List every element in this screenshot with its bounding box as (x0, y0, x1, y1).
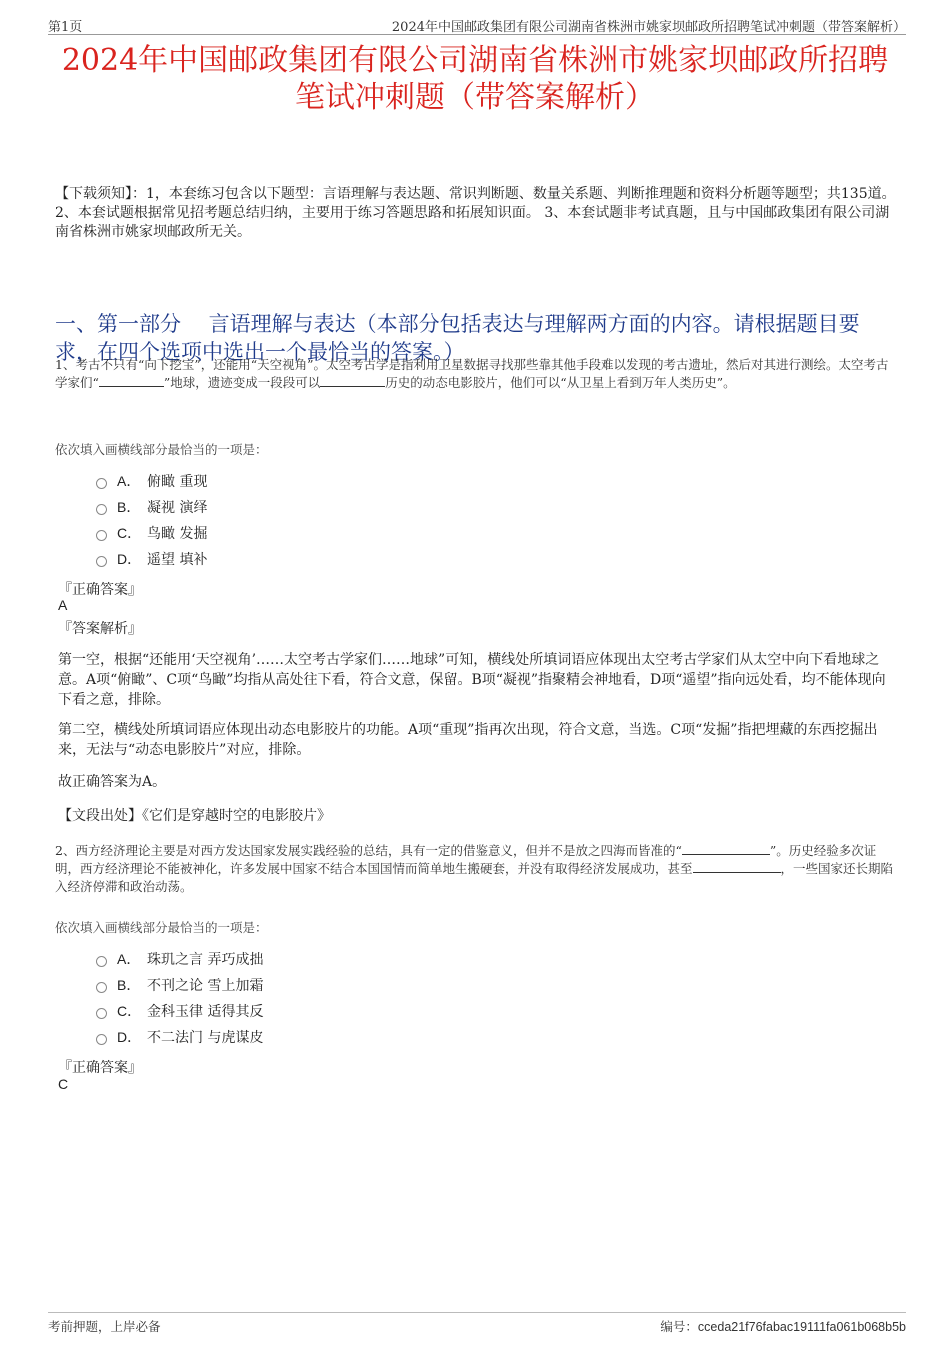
blank (682, 842, 770, 855)
radio-icon[interactable] (96, 1008, 107, 1019)
page-header (48, 14, 906, 35)
correct-answer: C (58, 1076, 69, 1092)
answer-label: 『正确答案』 (58, 582, 142, 598)
option-d[interactable]: D． 不二法门 与虎谋皮 (96, 1024, 263, 1050)
question-1-stem: 1、考古不只有“向下挖宝”，还能用“天空视角”。太空考古学是指利用卫星数据寻找那些靠其他手段难以发现的考古遗址，然后对其进行测绘。太空考古学家们“ ”地球，遗迹变成一段段可以 历史的动态电影胶片，他们可以“从卫星上看到万年人类历史”。 (55, 357, 889, 390)
document-title (48, 42, 902, 116)
blank (693, 860, 781, 873)
option-c[interactable]: C． 金科玉律 适得其反 (96, 998, 263, 1024)
analysis-conclusion: 故正确答案为A。 (58, 774, 167, 790)
radio-icon[interactable] (96, 530, 107, 541)
question-1-instruction: 依次填入画横线部分最恰当的一项是： (55, 442, 268, 457)
page-number: 第1页 (48, 20, 83, 35)
header-doc-title: 2024年中国邮政集团有限公司湖南省株洲市姚家坝邮政所招聘笔试冲刺题（带答案解析） (391, 20, 906, 35)
question-2-instruction: 依次填入画横线部分最恰当的一项是： (55, 920, 268, 935)
download-notice: 【下载须知】：1，本套练习包含以下题型：言语理解与表达题、常识判断题、数量关系题、判断推理题和资料分析题等题型；共135道。 2、本套试题根据常见招考题总结归纳，主要用于练习答题思路和拓展知识面。 3、本套试题非考试真题，且与中国邮政集团有限公司湖南省株洲市姚家坝邮政所无关。 (55, 186, 896, 240)
option-c[interactable]: C． 鸟瞰 发掘 (96, 520, 207, 546)
option-a[interactable]: A． 俯瞰 重现 (96, 468, 207, 494)
passage-source: 【文段出处】《它们是穿越时空的电影胶片》 (58, 808, 331, 824)
title-line-1: 2024年中国邮政集团有限公司湖南省株洲市姚家坝邮政所招聘 (61, 43, 889, 78)
title-line-2: 笔试冲刺题（带答案解析） (295, 80, 655, 115)
radio-icon[interactable] (96, 504, 107, 515)
radio-icon[interactable] (96, 478, 107, 489)
option-a[interactable]: A． 珠玑之言 弄巧成拙 (96, 946, 263, 972)
option-b[interactable]: B． 不刊之论 雪上加霜 (96, 972, 263, 998)
blank (320, 374, 385, 387)
radio-icon[interactable] (96, 556, 107, 567)
option-d[interactable]: D． 遥望 填补 (96, 546, 207, 572)
option-b[interactable]: B． 凝视 演绎 (96, 494, 207, 520)
analysis-paragraph-1: 第一空，根据“还能用‘天空视角’……太空考古学家们……地球”可知，横线处所填词语应体现出太空考古学家们从太空中向下看地球之意。A项“俯瞰”、C项“鸟瞰”均指从高处往下看，符合文意，保留。B项“凝视”指聚精会神地看，D项“遥望”指向远处看，均不能体现向下看之意，排除。 (58, 652, 886, 708)
radio-icon[interactable] (96, 956, 107, 967)
question-2-stem: 2、西方经济理论主要是对西方发达国家发展实践经验的总结，具有一定的借鉴意义，但并不是放之四海而皆准的“ ”。历史经验多次证明，西方经济理论不能被神化，许多发展中国家不结合本国国情而简单地生搬硬套，并没有取得经济发展成功，甚至 ，一些国家还长期陷入经济停滞和政治动荡。 (55, 843, 894, 894)
answer-label: 『正确答案』 (58, 1060, 142, 1076)
question-2-options (96, 946, 263, 1050)
blank (99, 374, 164, 387)
correct-answer: A (58, 597, 68, 613)
page-footer (48, 1312, 906, 1333)
radio-icon[interactable] (96, 982, 107, 993)
analysis-label: 『答案解析』 (58, 621, 142, 637)
document-code: 编号：cceda21f76fabac19111fa061b068b5b (660, 1319, 906, 1334)
section-heading: 一、第一部分 言语理解与表达（本部分包括表达与理解两方面的内容。请根据题目要求，在四个选项中选出一个最恰当的答案。） (55, 312, 860, 364)
radio-icon[interactable] (96, 1034, 107, 1045)
question-1-options (96, 468, 207, 572)
footer-motto: 考前押题，上岸必备 (48, 1319, 161, 1334)
analysis-paragraph-2: 第二空，横线处所填词语应体现出动态电影胶片的功能。A项“重现”指再次出现，符合文意，当选。C项“发掘”指把埋藏的东西挖掘出来，无法与“动态电影胶片”对应，排除。 (58, 722, 878, 758)
